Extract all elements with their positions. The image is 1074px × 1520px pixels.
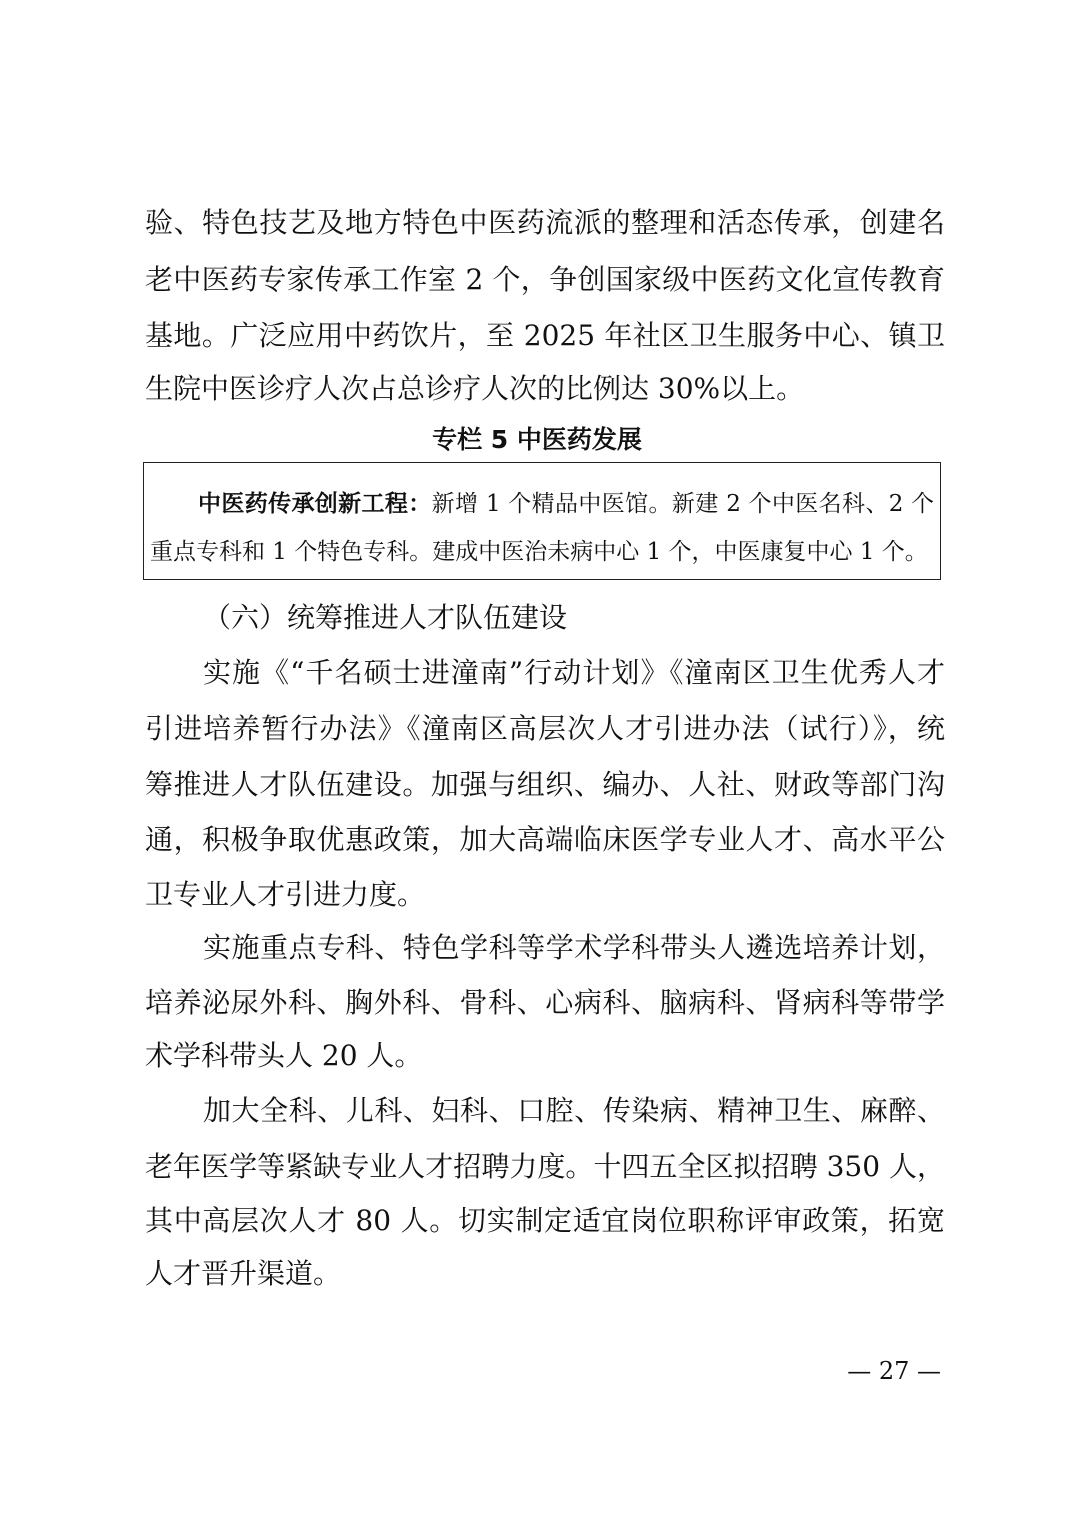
page-number: — 27 — [847, 1357, 941, 1385]
paragraph-line: 通，积极争取优惠政策，加大高端临床医学专业人才、高水平公 [145, 823, 945, 856]
paragraph-line: 加大全科、儿科、妇科、口腔、传染病、精神卫生、麻醉、 [203, 1094, 945, 1127]
paragraph-line: 实施《“千名硕士进潼南”行动计划》《潼南区卫生优秀人才 [203, 656, 945, 689]
column-box-lead: 中医药传承创新工程： [198, 491, 432, 517]
paragraph-line: 基地。广泛应用中药饮片，至 2025 年社区卫生服务中心、镇卫 [145, 319, 945, 352]
column-box-line [150, 489, 934, 519]
paragraph-line: 筹推进人才队伍建设。加强与组织、编办、人社、财政等部门沟 [145, 768, 945, 801]
section-heading: （六）统筹推进人才队伍建设 [203, 601, 568, 634]
paragraph-line: 验、特色技艺及地方特色中医药流派的整理和活态传承，创建名 [145, 206, 945, 239]
paragraph-line: 生院中医诊疗人次占总诊疗人次的比例达 30%以上。 [145, 372, 805, 405]
paragraph-line: 引进培养暂行办法》《潼南区高层次人才引进办法（试行）》，统 [145, 712, 945, 745]
paragraph-line: 老年医学等紧缺专业人才招聘力度。十四五全区拟招聘 350 人， [145, 1150, 945, 1183]
paragraph-line: 老中医药专家传承工作室 2 个，争创国家级中医药文化宣传教育 [145, 263, 945, 296]
column-box-line: 重点专科和 1 个特色专科。建成中医治未病中心 1 个，中医康复中心 1 个。 [150, 539, 928, 565]
paragraph-line: 培养泌尿外科、胸外科、骨科、心病科、脑病科、肾病科等带学 [145, 986, 945, 1019]
column-box [143, 462, 941, 580]
column-box-title: 专栏 5 中医药发展 [432, 425, 642, 454]
column-box-text: 新增 1 个精品中医馆。新建 2 个中医名科、2 个 [431, 491, 934, 517]
paragraph-line: 术学科带头人 20 人。 [145, 1039, 423, 1072]
paragraph-line: 人才晋升渠道。 [145, 1257, 342, 1290]
paragraph-line: 其中高层次人才 80 人。切实制定适宜岗位职称评审政策，拓宽 [145, 1204, 945, 1237]
paragraph-line: 卫专业人才引进力度。 [145, 878, 426, 911]
paragraph-line: 实施重点专科、特色学科等学术学科带头人遴选培养计划， [203, 931, 945, 964]
